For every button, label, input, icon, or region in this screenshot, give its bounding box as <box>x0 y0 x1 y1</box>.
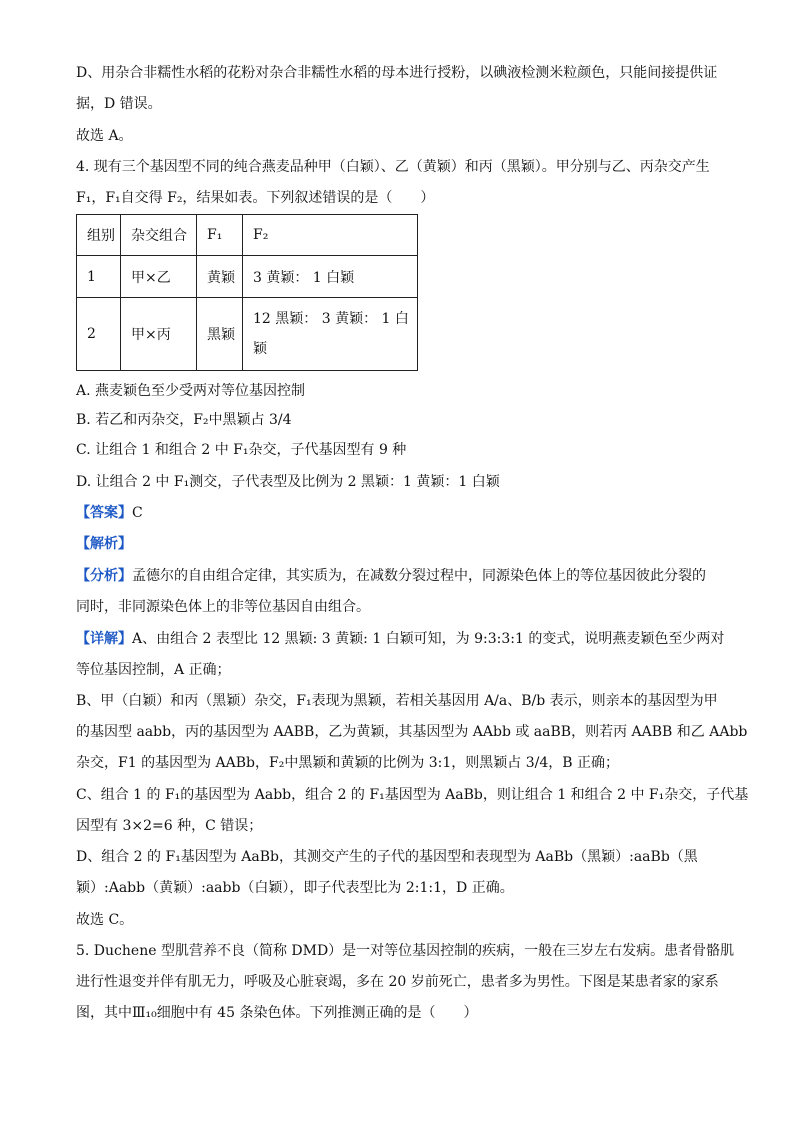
xiangjie-line9: 颖）:Aabb（黄颖）:aabb（白颖），即子代表型比为 2:1:1，D 正确。 <box>76 880 514 896</box>
table-cell: 黄颖 <box>197 256 243 298</box>
table-header-row <box>77 215 418 256</box>
table-header-cell: F₂ <box>243 215 418 256</box>
q4-stem-line2: F₁，F₁自交得 F₂，结果如表。下列叙述错误的是（ ） <box>76 190 435 206</box>
table-cell-text: 12 黑颖： 3 黄颖： 1 白颖 <box>253 311 409 357</box>
q4-option-b: B. 若乙和丙杂交，F₂中黑颖占 3/4 <box>76 412 292 428</box>
q4-conclusion: 故选 C。 <box>76 912 134 928</box>
xiangjie-line2: 等位基因控制，A 正确； <box>76 662 231 678</box>
prev-option-d-line1: D、用杂合非糯性水稻的花粉对杂合非糯性水稻的母本进行授粉，以碘液检测米粒颜色，只能间接提供证 <box>76 65 718 81</box>
table-header-cell: 组别 <box>77 215 121 256</box>
q4-stem-line1: 4. 现有三个基因型不同的纯合燕麦品种甲（白颖）、乙（黄颖）和丙（黑颖）。甲分别与乙、丙杂交产生 <box>76 159 710 175</box>
answer-value: C <box>132 505 143 521</box>
q4-option-c: C. 让组合 1 和组合 2 中 F₁杂交，子代基因型有 9 种 <box>76 442 407 458</box>
xiangjie-line6: C、组合 1 的 F₁的基因型为 Aabb，组合 2 的 F₁基因型为 AaBb，则让组合 1 和组合 2 中 F₁杂交，子代基 <box>76 787 749 803</box>
xiangjie-line7: 因型有 3×2=6 种，C 错误； <box>76 818 263 834</box>
table-cell: 黑颖 <box>197 298 243 371</box>
fenxi-text: 孟德尔的自由组合定律，其实质为，在减数分裂过程中，同源染色体上的等位基因彼此分裂的 <box>132 568 706 584</box>
table-cell: 1 <box>77 256 121 298</box>
xiangjie-label: 【详解】 <box>76 631 132 647</box>
table-cell: 2 <box>77 298 121 371</box>
q5-stem-line2: 进行性退变并伴有肌无力，呼吸及心脏衰竭，多在 20 岁前死亡，患者多为男性。下图是某患者家的家系 <box>76 974 719 990</box>
xiangjie-line3: B、甲（白颖）和丙（黑颖）杂交，F₁表现为黑颖，若相关基因用 A/a、B/b 表示，则亲本的基因型为甲 <box>76 693 718 709</box>
xiangjie-line4: 的基因型 aabb，丙的基因型为 AABB，乙为黄颖，其基因型为 AAbb 或 aaBB，则若丙 AABB 和乙 AAbb <box>76 724 748 740</box>
fenxi-line2: 同时，非同源染色体上的非等位基因自由组合。 <box>76 599 370 615</box>
fenxi-label: 【分析】 <box>76 568 132 584</box>
analysis-label-line <box>76 534 132 554</box>
answer-label: 【答案】 <box>76 505 132 521</box>
q5-stem-line3: 图，其中Ⅲ₁₀细胞中有 45 条染色体。下列推测正确的是（ ） <box>76 1005 478 1021</box>
q4-option-d: D. 让组合 2 中 F₁测交，子代表型及比例为 2 黑颖：1 黄颖：1 白颖 <box>76 474 500 490</box>
table-header-cell: F₁ <box>197 215 243 256</box>
analysis-label: 【解析】 <box>76 536 132 552</box>
table-cell: 甲×丙 <box>121 298 197 371</box>
xiangjie-line1 <box>76 629 724 649</box>
prev-option-d-line2: 据，D 错误。 <box>76 96 162 112</box>
q5-stem-line1: 5. Duchene 型肌营养不良（简称 DMD）是一对等位基因控制的疾病，一般在三岁左右发病。患者骨骼肌 <box>76 943 735 959</box>
table-cell: 3 黄颖： 1 白颖 <box>243 256 418 298</box>
table-cell <box>243 298 418 371</box>
answer-line <box>76 503 143 523</box>
table-cell: 甲×乙 <box>121 256 197 298</box>
fenxi-line1 <box>76 566 706 586</box>
q4-result-table <box>76 214 418 371</box>
q4-option-a: A. 燕麦颖色至少受两对等位基因控制 <box>76 383 306 399</box>
table-row <box>77 256 418 298</box>
table-header-cell: 杂交组合 <box>121 215 197 256</box>
xiangjie-line8: D、组合 2 的 F₁基因型为 AaBb，其测交产生的子代的基因型和表现型为 AaBb（黑颖）:aaBb（黑 <box>76 849 698 865</box>
table-row <box>77 298 418 371</box>
xiangjie-text: A、由组合 2 表型比 12 黑颖: 3 黄颖: 1 白颖可知，为 9:3:3:1 的变式，说明燕麦颖色至少两对 <box>132 631 725 647</box>
xiangjie-line5: 杂交，F1 的基因型为 AABb，F₂中黑颖和黄颖的比例为 3:1，则黑颖占 3/4，B 正确； <box>76 755 620 771</box>
prev-conclusion: 故选 A。 <box>76 128 133 144</box>
